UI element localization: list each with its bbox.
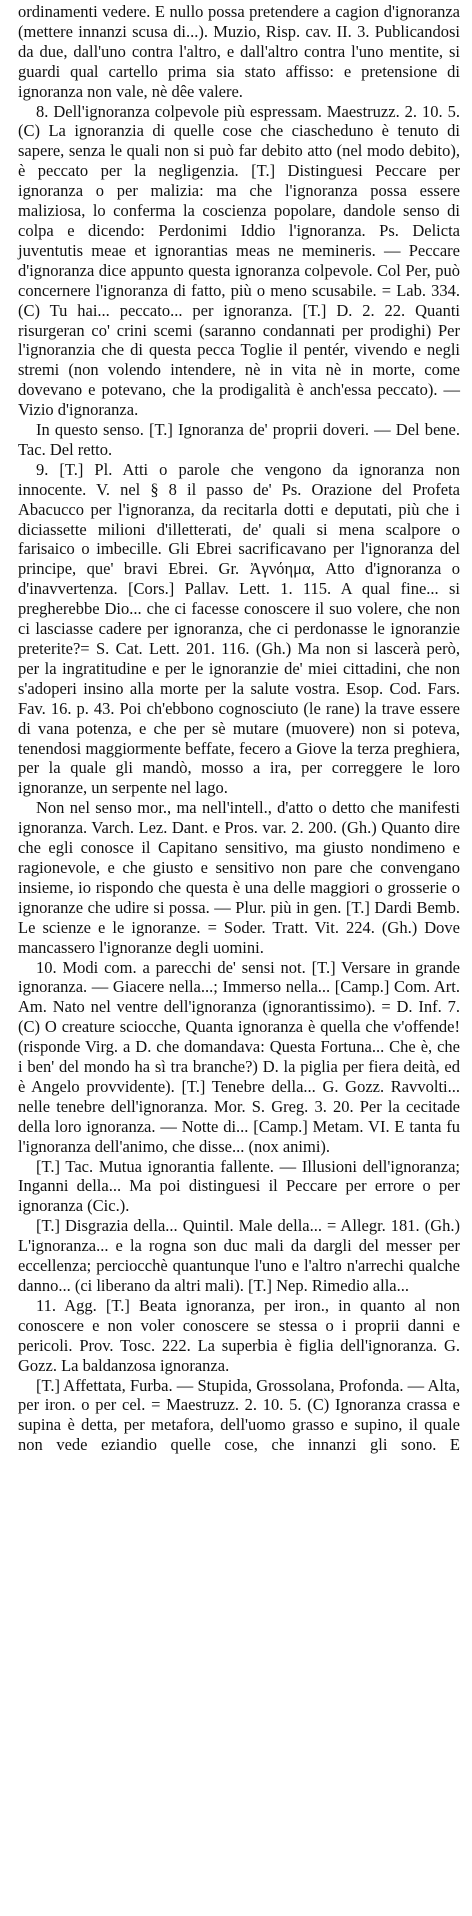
paragraph-non-nel-senso-mor: Non nel senso mor., ma nell'intell., d'atto o detto che manifesti ignoranza. Varch. Lez. Dant. e Pros. var. 2. 200. (Gh.) Quanto dire che egli conosce il Capitano sensitivo, ma giusto nondimeno e ragionevole, e che giusto e sensitivo non pare che convengano insieme, io rispondo che questa è una delle maggiori o grosserie o ignoranze che udire si possa. — Plur. più in gen. [T.] Dardi Bemb. Le scienze e le ignoranze. = Soder. Tratt. Vit. 224. (Gh.) Dove mancassero l'ignoranze degli uomini. — [18, 798, 460, 957]
paragraph-sense-9: 9. [T.] Pl. Atti o parole che vengono da ignoranza non innocente. V. nel § 8 il passo de' Ps. Orazione del Profeta Abacucco per l'ignoranza, da recitarla dotti e deputati, più che i diciassette milioni d'illetterati, de' quali si mena scalpore o farisaico o imbecille. Gli Ebrei sacrificavano per l'ignoranza del principe, que' bravi Ebrei. Gr. Ἀγνόημα, Atto d'ignoranza o d'inavvertenza. [Cors.] Pallav. Lett. 1. 115. A qual fine... si pregherebbe Dio... che ci facesse conoscere il suo volere, che non ci lasciasse cadere per ignoranza, che ci perdonasse le ignoranzie preterite?= S. Cat. Lett. 201. 116. (Gh.) Ma non si lascerà però, per la ingratitudine e per le ignoranzie de' miei cittadini, che non s'adoperi insino alla morte per la salute vostra. Esop. Cod. Fars. Fav. 16. p. 43. Poi ch'ebbono cognosciuto (le rane) la trave essere di vana potenza, e che per sè mutare (muovere) non si poteva, tenendosi maggiormente beffate, fecero a Giove la terza preghiera, per la quale gli mandò, mosso a ira, per correggere le loro ignoranze, un serpente nel lago. — [18, 459, 460, 798]
paragraph-affettata: [T.] Affettata, Furba. — Stupida, Grossolana, Profonda. — Alta, per iron. o per cel. = Maestruzz. 2. 10. 5. (C) Ignoranza crassa e supina è detta, per metafora, dell'uomo grasso e supino, il quale non vede eziandio quelle cose, che innanzi gli sono. E — [18, 1375, 460, 1455]
paragraph-sense-10: 10. Modi com. a parecchi de' sensi not. [T.] Versare in grande ignoranza. — Giacere nella...; Immerso nella... [Camp.] Com. Art. Am. Nato nel ventre dell'ignoranza (ignorantissimo). = D. Inf. 7. (C) O creature sciocche, Quanta ignoranza è quella che v'offende! (risponde Virg. a D. che domandava: Questa Fortuna... Che è, che i ben' del mondo ha sì tra branche?) D. la piglia per fiera deità, ed è Angelo provvidente). [T.] Tenebre della... G. Gozz. Ravvolti... nelle tenebre dell'ignoranza. Mor. S. Greg. 3. 20. Per la cecitade della loro ignoranza. — Notte di... [Camp.] Metam. VI. E tanta fu l'ignoranza dell'animo, che disse... (nox animi). — [18, 957, 460, 1156]
paragraph-in-questo-senso: In questo senso. [T.] Ignoranza de' proprii doveri. — Del bene. Tac. Del retto. — [18, 420, 460, 459]
paragraph-sense-8: 8. Dell'ignoranza colpevole più espressam. Maestruzz. 2. 10. 5. (C) La ignoranzia di quelle cose che ciascheduno è tenuto di sapere, senza le quali non si può far debito atto (nel modo debito), è peccato per la negligenzia. [T.] Distinguesi Peccare per ignoranza o per malizia: ma che l'ignoranza possa essere maliziosa, lo conferma la coscienza popolare, dandole senso di colpa e dicendo: Perdonimi Iddio l'ignoranza. Ps. Delicta juventutis meae et ignorantias meas ne memineris. — Peccare d'ignoranza dice appunto questa ignoranza colpevole. Col Per, può concernere l'ignoranza di fatto, più o meno scusabile. = Lab. 334. (C) Tu hai... peccato... per ignoranza. [T.] D. 2. 22. Quanti risurgeran co' crini scemi (saranno condannati per prodighi) Per l'ignoranzia che di questa pecca Toglie il pentér, vivendo e negli stremi (non volendo intendere, nè in vita nè in morte, come dovevano e potevano, che la prodigalità è anch'essa peccato). — Vizio d'ignoranza. — [18, 101, 460, 420]
paragraph-disgrazia: [T.] Disgrazia della... Quintil. Male della... = Allegr. 181. (Gh.) L'ignoranza... e la rogna son duc mali da dargli del messer per eccellenza; perciocchè quantunque l'uno e l'altro n'arrechi qualche danno... (ci liberano da altri mali). [T.] Nep. Rimedio alla... — [18, 1216, 460, 1295]
paragraph-tac-mutua: [T.] Tac. Mutua ignorantia fallente. — Illusioni dell'ignoranza; Inganni della... Ma poi distinguesi il Peccare per errore o per ignoranza (Cic.). — [18, 1156, 460, 1216]
paragraph-sense-11: 11. Agg. [T.] Beata ignoranza, per iron., in quanto al non conoscere e non voler conoscere se stessa o i proprii danni e pericoli. Prov. Tosc. 222. La superbia è figlia dell'ignoranza. G. Gozz. La baldanzosa ignoranza. — [18, 1295, 460, 1375]
paragraph-continuation: ordinamenti vedere. E nullo possa pretendere a cagion d'ignoranza (mettere innanzi scusa di...). Muzio, Risp. cav. II. 3. Publicandosi da due, dall'uno contra l'altro, e dall'altro contra l'uno mentite, si guardi qual cartello prima sia stato affisso: e pretensione di ignoranza non vale, nè dêe valere. — [18, 2, 460, 101]
